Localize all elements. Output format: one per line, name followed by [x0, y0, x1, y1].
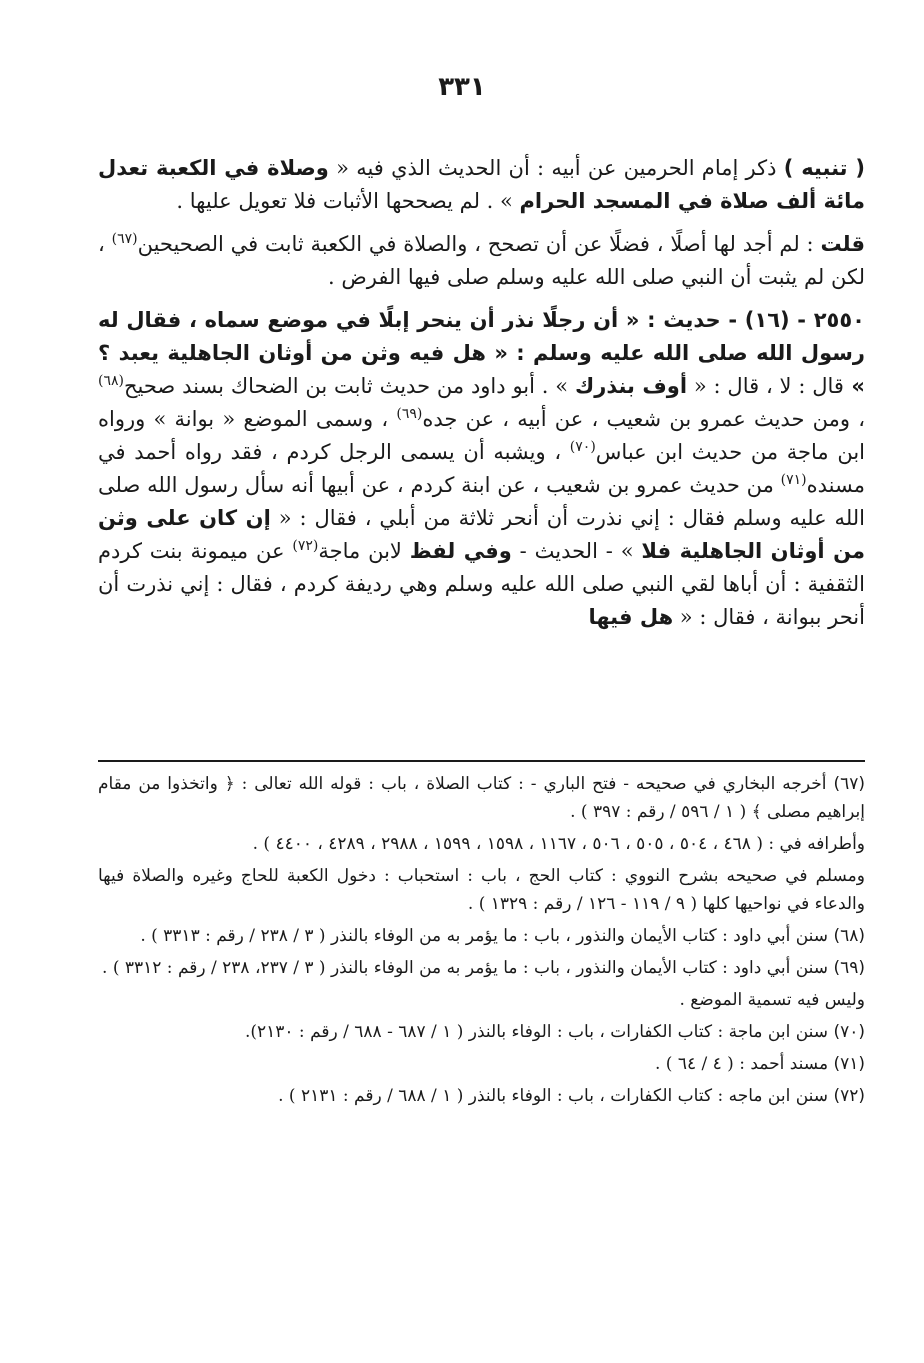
hadith-text-5: ، ويشبه أن يسمى الرجل كردم ، فقد رواه أحمد في مسنده	[98, 440, 865, 497]
footnote-ref-69: (٦٩)	[396, 406, 423, 422]
footnote-ref-67: (٦٧)	[111, 231, 138, 247]
footnote	[98, 1050, 865, 1078]
hadith-text-4: ، وسمى الموضع « بوانة » ورواه ابن ماجة من حديث ابن عباس	[98, 407, 865, 464]
hadith-text-7: » - الحديث -	[511, 539, 642, 563]
hadith-heading: ٢٥٥٠ - (١٦) - حديث : « أن رجلًا نذر أن ينحر إبلًا في موضع سماه ، فقال له رسول الله صلى الله عليه وسلم : « هل فيه وثن من أوثان الجاهلية يعبد ؟ »	[98, 308, 865, 398]
footnote-text: سنن ابن ماجه : كتاب الكفارات ، باب : الوفاء بالنذر ( ١ / ٦٨٨ / رقم : ٢١٣١ ) .	[278, 1086, 834, 1106]
footnote	[98, 1082, 865, 1110]
page-number: ٣٣١	[438, 72, 486, 102]
footnote	[98, 1018, 865, 1046]
footnote-text: أخرجه البخاري في صحيحه - فتح الباري - : كتاب الصلاة ، باب : قوله الله تعالى : ﴿ واتخذوا من مقام إبراهيم مصلى ﴾ ( ١ / ٥٩٦ / رقم : ٣٩٧ ) .	[98, 774, 865, 822]
note-text-1: ذكر إمام الحرمين عن أبيه : أن الحديث الذي فيه «	[328, 156, 784, 180]
footnote-text: سنن أبي داود : كتاب الأيمان والنذور ، باب : ما يؤمر به من الوفاء بالنذر ( ٣ / ٢٣٨ / رقم : ٣٣١٣ ) .	[140, 926, 834, 946]
hadith-text-2: » . أبو داود من حديث ثابت بن الضحاك بسند صحيح	[123, 374, 575, 398]
hadith-text-9: عن ميمونة بنت كردم الثقفية : أن أباها لقي النبي صلى الله عليه وسلم وهي رديفة كردم ، فقال : إني نذرت أن أنحر ببوانة ، فقال : «	[98, 539, 865, 629]
footnote-number: (٦٨)	[833, 926, 865, 946]
note-label: ( تنبيه )	[783, 156, 866, 180]
footnote-text: ومسلم في صحيحه بشرح النووي : كتاب الحج ، باب : استحباب : دخول الكعبة للحاج وغيره والصلاة فيها والدعاء في نواحيها كلها ( ٩ / ١١٩ - ١٢٦ / رقم : ١٣٢٩ ) .	[98, 866, 865, 914]
hadith-paragraph	[98, 304, 865, 634]
footnote	[98, 862, 865, 918]
footnote-text: مسند أحمد : ( ٤ / ٦٤ ) .	[654, 1054, 834, 1074]
comment-label: قلت	[820, 232, 866, 256]
note-text-2: » . لم يصححها الأثبات فلا تعويل عليها .	[176, 189, 520, 213]
footnotes	[98, 770, 865, 1114]
comment-text-1: : لم أجد لها أصلًا ، فضلًا عن أن تصحح ، والصلاة في الكعبة ثابت في الصحيحين	[137, 232, 821, 256]
footnote-ref-70: (٧٠)	[569, 439, 596, 455]
footnote	[98, 770, 865, 826]
hadith-bold-3: وفي لفظ	[409, 539, 512, 563]
footnote-number: (٧٠)	[833, 1022, 865, 1042]
footnote-ref-68: (٦٨)	[98, 373, 124, 389]
hadith-bold-4: هل فيها	[588, 605, 674, 629]
hadith-text-8: لابن ماجة	[318, 539, 410, 563]
hadith-bold-2: إن كان على وثن من أوثان الجاهلية فلا	[98, 506, 865, 563]
footnote-text: سنن أبي داود : كتاب الأيمان والنذور ، باب : ما يؤمر به من الوفاء بالنذر ( ٣ / ٢٣٧، ٢٣٨ / رقم : ٣٣١٢ ) .	[102, 958, 834, 978]
footnote	[98, 954, 865, 982]
footnote-number: (٦٩)	[833, 958, 865, 978]
footnote-ref-72: (٧٢)	[292, 538, 319, 554]
footnote	[98, 986, 865, 1014]
footnote	[98, 922, 865, 950]
main-text	[98, 152, 865, 644]
footnote-number: (٦٧)	[833, 774, 865, 794]
hadith-bold-1: أوف بنذرك	[574, 374, 688, 398]
hadith-text-6: من حديث عمرو بن شعيب ، عن ابنة كردم ، عن أبيها أنه سأل رسول الله صلى الله عليه وسلم فقال : إني نذرت أن أنحر ثلاثة من أبلي ، فقال : «	[98, 473, 865, 530]
hadith-text-1: قال : لا ، قال : «	[687, 374, 844, 398]
footnote-divider	[98, 760, 865, 762]
note-quote: وصلاة في الكعبة تعدل مائة ألف صلاة في المسجد الحرام	[98, 156, 865, 213]
hadith-text-3: ، ومن حديث عمرو بن شعيب ، عن أبيه ، عن جده	[422, 407, 865, 431]
footnote-text: سنن ابن ماجة : كتاب الكفارات ، باب : الوفاء بالنذر ( ١ / ٦٨٧ - ٦٨٨ / رقم : ٢١٣٠).	[244, 1022, 834, 1042]
footnote-number: (٧٢)	[833, 1086, 865, 1106]
footnote-ref-71: (٧١)	[780, 472, 807, 488]
footnote-text: وليس فيه تسمية الموضع .	[679, 990, 865, 1010]
footnote-text: وأطرافه في : ( ٤٦٨ ، ٥٠٤ ، ٥٠٥ ، ٥٠٦ ، ١١٦٧ ، ١٥٩٨ ، ١٥٩٩ ، ٢٩٨٨ ، ٤٢٨٩ ، ٤٤٠٠ ) .	[252, 834, 865, 854]
footnote-number: (٧١)	[833, 1054, 865, 1074]
footnote	[98, 830, 865, 858]
comment-paragraph	[98, 228, 865, 294]
note-paragraph	[98, 152, 865, 218]
comment-text-2: ، لكن لم يثبت أن النبي صلى الله عليه وسلم صلى فيها الفرض .	[98, 232, 865, 289]
